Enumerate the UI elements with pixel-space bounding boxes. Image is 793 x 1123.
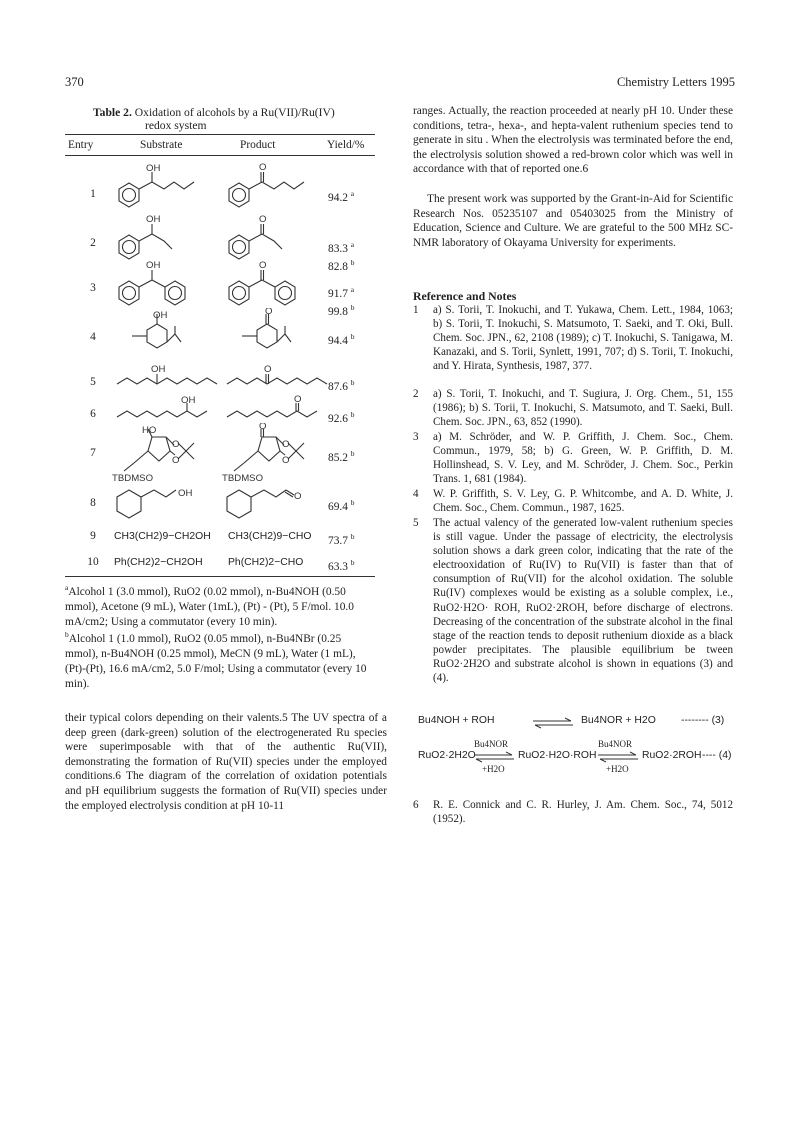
reference-number: 4 (413, 488, 419, 500)
hydroxyl-label: OH (146, 163, 161, 174)
substrate-structure-8 (112, 482, 212, 522)
table-caption-label: Table 2. (93, 106, 132, 119)
entry-number: 3 (90, 282, 96, 294)
footnote-b: $^b$Alcohol 1 (1.0 mmol), RuO2 (0.05 mmol), n-Bu4NBr (0.25 mmol), n-Bu4NOH (0.25 mmol), MeCN (9 mL), Water (1 mL), (Pt)-(Pt), 16.6 mA/cm2, 5.0 F/mol; Using a commutator (every 10 min). (65, 630, 367, 690)
hydroxyl-label: HO (142, 425, 157, 436)
table-caption-line1: Oxidation of alcohols by a Ru(VII)/Ru(IV) (134, 106, 335, 119)
substrate-structure-4 (112, 308, 202, 358)
arrow-label-above: Bu4NOR (598, 739, 633, 749)
entry-number: 6 (90, 408, 96, 420)
hydroxyl-label: OH (151, 364, 166, 375)
equilibrium-arrow-icon (472, 751, 516, 763)
footnote-a: $^a$Alcohol 1 (3.0 mmol), RuO2 (0.02 mmol), n-Bu4NOH (0.50 mmol), Acetone (9 mL), Water (1mL), (Pt) - (Pt), 5 F/mol. 10.0 mA/cm2; Using a commutator (every 10 min). (65, 583, 354, 628)
entry-number: 9 (90, 530, 96, 542)
entry-number: 4 (90, 331, 96, 343)
reference-number: 2 (413, 388, 419, 400)
entry-number: 10 (87, 556, 99, 568)
oxygen-label: O (282, 439, 290, 450)
oxygen-label: O (172, 439, 180, 450)
reference-item (413, 387, 733, 429)
oxygen-label: O (172, 455, 180, 466)
hydroxyl-label: OH (146, 260, 161, 271)
reference-item (413, 487, 733, 515)
table-caption (93, 106, 373, 119)
yield-value: 87.6 $^b$ (328, 378, 355, 393)
yield-value: 94.2 $^a$ (328, 189, 355, 204)
hydroxyl-label: OH (181, 395, 196, 406)
reference-item (413, 430, 733, 486)
journal-name: Chemistry Letters 1995 (616, 75, 735, 89)
yield-value: 69.4 $^b$ (328, 498, 355, 513)
oxygen-label: O (259, 162, 267, 173)
hydroxyl-label: OH (146, 214, 161, 225)
silyl-ether-label: TBDMSO (112, 473, 154, 481)
reference-text: W. P. Griffith, S. V. Ley, G. P. Whitcombe, and A. D. White, J. Chem. Soc., Chem. Commun., 1987, 1625. (433, 488, 733, 515)
reference-item (413, 303, 733, 373)
reference-number: 3 (413, 431, 419, 443)
product-structure-2 (222, 212, 302, 260)
yield-value: 85.2 $^b$ (328, 449, 355, 464)
page-number: 370 (65, 75, 84, 89)
silyl-ether-label: TBDMSO (222, 473, 264, 481)
equilibrium-arrow-icon (531, 717, 575, 729)
substrate-formula: CH3(CH2)9−CH2OH (114, 531, 211, 542)
arrow-label-below: +H2O (606, 764, 629, 774)
equation-number: ---- (4) (702, 750, 732, 761)
col-header-product: Product (240, 139, 276, 151)
product-formula: CH3(CH2)9−CHO (228, 531, 312, 542)
body-paragraph-right-1: ranges. Actually, the reaction proceeded at nearly pH 10. Under these conditions, tetra-, hexa-, and hepta-valent ruthenium species tend to generate in situ . When the electrolysis was terminated before the end, the electrolysis solution showed a red-brown color which was well in accordance with that of reported one.6 (413, 105, 733, 176)
reference-item (413, 516, 733, 685)
reference-number: 6 (413, 799, 419, 811)
oxygen-label: O (265, 308, 273, 317)
entry-number: 8 (90, 497, 96, 509)
entry-number: 1 (90, 188, 96, 200)
col-header-yield: Yield/% (327, 139, 365, 151)
body-paragraph-right-2: The present work was supported by the Grant-in-Aid for Scientific Research Nos. 05235107 and 05403025 from the Ministry of Education, Science and Culture. We are grateful to the 500 MHz SC-NMR laboratory of Okayama University for experiments. (413, 193, 733, 249)
substrate-structure-2 (112, 212, 192, 260)
product-structure-4 (222, 308, 312, 358)
col-header-entry: Entry (68, 139, 94, 151)
reference-text: a) S. Torii, T. Inokuchi, and T. Yukawa, Chem. Lett., 1984, 1063; b) S. Torii, T. Inokuchi, S. Matsumoto, T. Saeki, and T. Oki, Bull. Chem. Soc. JPN., 62, 2108 (1989); c) T. Inokuchi, S. Tanigawa, M. Kanazaki, and S. Torii, Synlett, 1991, 707; d) S. Torii, T. Inokuchi, and Y. Hirata, Synthesis, 1987, 377. (433, 304, 733, 373)
product-structure-3 (222, 258, 322, 306)
equation-species: RuO2·2H2O (418, 750, 476, 761)
yield-value: 92.6 $^b$ (328, 410, 355, 425)
reference-text: a) S. Torii, T. Inokuchi, and T. Sugiura, J. Org. Chem., 51, 155 (1986); b) S. Torii, T. Inokuchi, S. Matsumoto, and T. Saeki, Bull. Chem. Soc. JPN., 63, 852 (1990). (433, 388, 733, 429)
oxygen-label: O (294, 395, 302, 405)
oxygen-label: O (259, 260, 267, 271)
equation-species: RuO2·2ROH (642, 750, 702, 761)
substrate-formula: Ph(CH2)2−CH2OH (114, 557, 203, 568)
product-structure-6 (222, 395, 332, 419)
arrow-label-below: +H2O (482, 764, 505, 774)
body-paragraph-left: their typical colors depending on their valents.5 The UV spectra of a deep green (dark-green) solution of the electrogenerated Ru species were superimposable with that of the authentic Ru(VII), demonstrating the formation of Ru(VII) species under the employed conditions.6 The diagram of the correlation of oxidation potentials and pH equilibrium suggests the formation of Ru(VII) species under the employed electrolysis condition at pH 10-11 (65, 712, 387, 812)
substrate-structure-7 (112, 423, 222, 481)
oxygen-label: O (282, 455, 290, 466)
equation-species: RuO2·H2O·ROH (518, 750, 597, 761)
oxygen-label: O (259, 214, 267, 225)
yield-value: 94.4 $^b$ (328, 332, 355, 347)
equation-reactants: Bu4NOH + ROH (418, 715, 495, 726)
equation-4 (418, 740, 738, 780)
table-caption-line2: redox system (145, 119, 207, 132)
table-header-rule (65, 155, 375, 156)
yield-value: 73.7 $^b$ (328, 532, 355, 547)
hydroxyl-label: OH (153, 310, 168, 321)
reference-text: a) M. Schröder, and W. P. Griffith, J. Chem. Soc., Chem. Commun., 1979, 58; b) G. Green, W. P. Griffith, D. M. Hollinshead, S. V. Ley, and M. Schröder, J. Chem. Soc., Perkin Trans. 1, 681 (1984). (433, 431, 733, 486)
oxygen-label: O (259, 423, 267, 432)
col-header-substrate: Substrate (140, 139, 183, 151)
yield-value: 63.3 $^b$ (328, 558, 355, 573)
reference-text: The actual valency of the generated low-valent ruthenium species is still vague. Under the passage of electricity, the electrolysis solution shows a dark green color, indicating that the rate of the electrooxidation of Ru(IV) to Ru(VII) is faster than that of consumption of Ru(VII) for the alcohol oxidation. The soluble Ru(IV) complexes would be existing as a soluble complex, i.e., RuO2·H2O· ROH, RuO2·2ROH, before discharge of electrons. Decreasing of the concentration of the substrate alcohol in the final stage of the reaction tends to deposit ruthenium dioxide as a black powder precipitates. The plausible equilibrium be tween RuO2·2H2O and substrate alcohol is shown in equations (3) and (4). (433, 517, 733, 685)
product-structure-1 (222, 160, 322, 208)
references-heading: Reference and Notes (413, 289, 517, 303)
product-structure-7 (222, 423, 332, 481)
equilibrium-arrow-icon (596, 751, 640, 763)
oxygen-label: O (294, 491, 302, 502)
substrate-structure-1 (112, 160, 212, 208)
yield-value: 83.3 $^a$ 82.8 $^b$ (328, 240, 355, 273)
substrate-structure-5 (112, 362, 222, 386)
reference-number: 5 (413, 517, 419, 529)
substrate-structure-6 (112, 395, 222, 419)
entry-number: 5 (90, 376, 96, 388)
equation-3 (418, 715, 738, 733)
hydroxyl-label: OH (178, 488, 193, 499)
yield-value: 91.7 $^a$ 99.8 $^b$ (328, 285, 355, 318)
oxygen-label: O (264, 364, 272, 375)
equation-number: -------- (3) (681, 715, 725, 726)
product-formula: Ph(CH2)2−CHO (228, 557, 304, 568)
product-structure-8 (222, 482, 322, 522)
product-structure-5 (222, 362, 332, 386)
table-bottom-rule (65, 576, 375, 577)
substrate-structure-3 (112, 258, 212, 306)
equation-products: Bu4NOR + H2O (581, 715, 656, 726)
entry-number: 2 (90, 237, 96, 249)
arrow-label-above: Bu4NOR (474, 739, 509, 749)
entry-number: 7 (90, 447, 96, 459)
reference-item (413, 798, 733, 826)
reference-text: R. E. Connick and C. R. Hurley, J. Am. Chem. Soc., 74, 5012 (1952). (433, 799, 733, 826)
table-top-rule (65, 134, 375, 135)
reference-number: 1 (413, 304, 419, 316)
